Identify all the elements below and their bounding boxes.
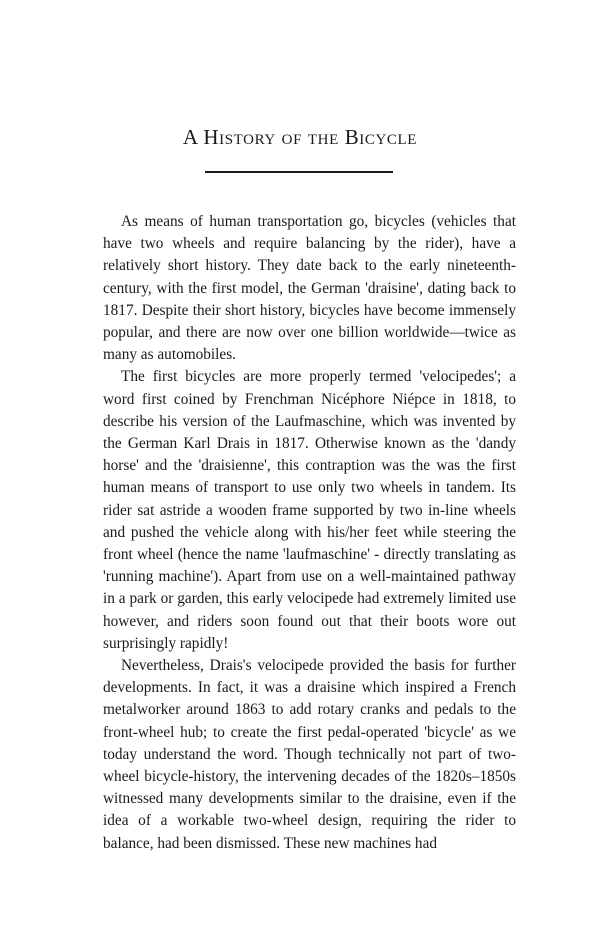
title-divider — [205, 171, 393, 173]
paragraph: The first bicycles are more properly termed 'velocipedes'; a word first coined by Frenchman Nicéphore Niépce in 1818, to describe his version of the Laufmaschine, which was invented by the German Karl Drais in 1817. Otherwise known as the 'dandy horse' and the 'draisienne', this contraption was the was the first human means of transport to use only two wheels in tandem. Its rider sat astride a wooden frame supported by two in-line wheels and pushed the vehicle along with his/her feet while steering the front wheel (hence the name 'laufmaschine' - directly translating as 'running machine'). Apart from use on a well-maintained pathway in a park or garden, this early velocipede had extremely limited use however, and riders soon found out that their boots wore out surprisingly rapidly! — [103, 368, 516, 652]
chapter-title: A History of the Bicycle — [182, 125, 418, 149]
chapter-body — [103, 211, 516, 855]
paragraph: Nevertheless, Drais's velocipede provided the basis for further developments. In fact, it was a draisine which inspired a French metalworker around 1863 to add rotary cranks and pedals to the front-wheel hub; to create the first pedal-operated 'bicycle' as we today understand the word. Though technically not part of two-wheel bicycle-history, the intervening decades of the 1820s–1850s witnessed many developments similar to the draisine, even if the idea of a workable two-wheel design, requiring the rider to balance, had been dismissed. These new machines had — [103, 657, 516, 852]
paragraph: As means of human transportation go, bicycles (vehicles that have two wheels and require balancing by the rider), have a relatively short history. They date back to the early nineteenth-century, with the first model, the German 'draisine', dating back to 1817. Despite their short history, bicycles have become immensely popular, and there are now over one billion worldwide—twice as many as automobiles. — [103, 213, 516, 364]
